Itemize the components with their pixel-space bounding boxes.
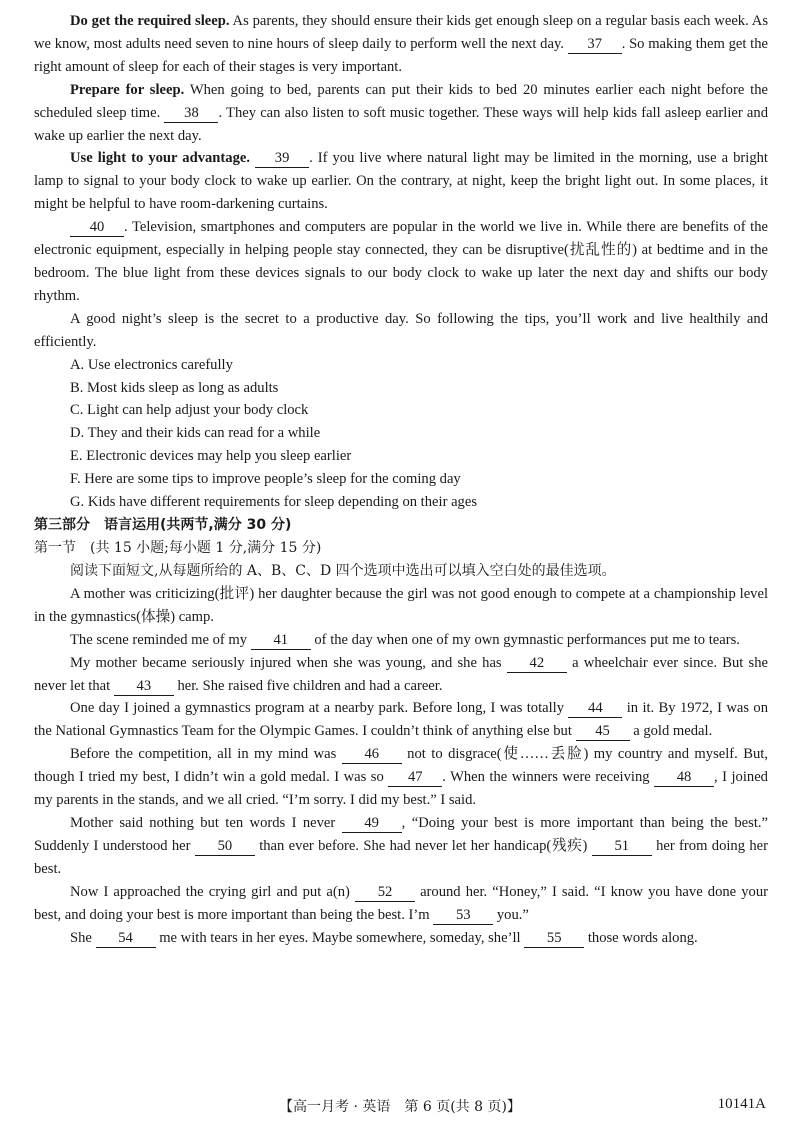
blank-49: 49 xyxy=(342,815,402,833)
blank-39: 39 xyxy=(255,150,309,168)
exam-page xyxy=(34,10,768,949)
blank-37: 37 xyxy=(568,36,622,54)
section-title: 第三部分 语言运用(共两节,满分 30 分) xyxy=(34,516,292,533)
blank-52: 52 xyxy=(355,884,415,902)
option-a: A. Use electronics carefully xyxy=(70,356,233,373)
section-subtitle: 第一节 (共 15 小题;每小题 1 分,满分 15 分) xyxy=(34,539,322,556)
option-g: G. Kids have different requirements for sleep depending on their ages xyxy=(70,494,478,511)
blank-45: 45 xyxy=(576,723,630,741)
passage-paragraph: Prepare for sleep. When going to bed, parents can put their kids to bed 20 minutes earlier each night before the scheduled sleep time. 38 . They can also listen to soft music together. These ways will help kids fall asleep earlier and wake up earlier the next day. xyxy=(34,81,768,144)
blank-46: 46 xyxy=(342,746,402,764)
cloze-paragraph: My mother became seriously injured when she was young, and she has 42 a wheelchair ever since. But she never let that 43 her. She raised five children and had a career. xyxy=(34,654,768,694)
option-b: B. Most kids sleep as long as adults xyxy=(70,379,279,396)
paragraph-heading: Do get the required sleep. xyxy=(70,13,230,29)
blank-40: 40 xyxy=(70,219,124,237)
section-instruction: 阅读下面短文,从每题所给的 A、B、C、D 四个选项中选出可以填入空白处的最佳选项。 xyxy=(70,562,616,579)
blank-41: 41 xyxy=(251,632,311,650)
option-f: F. Here are some tips to improve people’s sleep for the coming day xyxy=(70,471,461,488)
cloze-paragraph: Mother said nothing but ten words I never 49 , “Doing your best is more important than being the best.” Suddenly I understood her 50 than ever before. She had never let her handicap(残疾) 51 her from doing her best. xyxy=(34,815,768,877)
option-e: E. Electronic devices may help you sleep earlier xyxy=(70,448,352,465)
cloze-paragraph: Now I approached the crying girl and put a(n) 52 around her. “Honey,” I said. “I know you have done your best, and doing your best is more important than being the best. I’m 53 you.” xyxy=(34,883,768,923)
passage-paragraph: A good night’s sleep is the secret to a productive day. So following the tips, you’ll work and live healthily and efficiently. xyxy=(34,310,768,350)
blank-47: 47 xyxy=(388,769,442,787)
blank-54: 54 xyxy=(96,930,156,948)
blank-50: 50 xyxy=(195,838,255,856)
paragraph-heading: Use light to your advantage. xyxy=(70,150,251,167)
option-d: D. They and their kids can read for a while xyxy=(70,425,321,442)
passage-paragraph: Do get the required sleep. As parents, they should ensure their kids get enough sleep on a regular basis each week. As we know, most adults need seven to nine hours of sleep daily to perform well the next day. 37 . So making them get the right amount of sleep for each of their stages is very important. xyxy=(34,13,768,75)
blank-48: 48 xyxy=(654,769,714,787)
blank-44: 44 xyxy=(568,700,622,718)
footer-code: 10141A xyxy=(717,1096,766,1112)
blank-51: 51 xyxy=(592,838,652,856)
page-footer xyxy=(0,1096,800,1120)
cloze-paragraph: One day I joined a gymnastics program at a nearby park. Before long, I was totally 44 in it. By 1972, I was on the National Gymnastics Team for the Olympic Games. I couldn’t think of anything else but 45 a gold medal. xyxy=(34,700,768,740)
option-c: C. Light can help adjust your body clock xyxy=(70,402,309,419)
passage-paragraph: 40 . Television, smartphones and computers are popular in the world we live in. While there are benefits of the electronic equipment, especially in helping people stay connected, they can be disruptive(扰乱性的) at bedtime and in the bedroom. The blue light from these devices signals to our body clock to wake up later the next day and shifts our body rhythm. xyxy=(34,219,768,304)
cloze-paragraph: The scene reminded me of my 41 of the day when one of my own gymnastic performances put me to tears. xyxy=(70,631,740,648)
blank-42: 42 xyxy=(507,655,567,673)
cloze-paragraph: She 54 me with tears in her eyes. Maybe somewhere, someday, she’ll 55 those words along. xyxy=(70,929,698,946)
footer-page-info: 【高一月考 · 英语 第 6 页(共 8 页)】 xyxy=(279,1099,521,1115)
blank-38: 38 xyxy=(164,105,218,123)
cloze-paragraph: Before the competition, all in my mind was 46 not to disgrace(使……丢脸) my country and myself. But, though I tried my best, I didn’t win a gold medal. I was so 47 . When the winners were receiving 48 , I joined my parents in the stands, and we all cried. “I’m sorry. I did my best.” I said. xyxy=(34,746,768,809)
blank-43: 43 xyxy=(114,678,174,696)
cloze-paragraph: A mother was criticizing(批评) her daughter because the girl was not good enough to compete at a championship level in the gymnastics(体操) camp. xyxy=(34,585,768,625)
blank-55: 55 xyxy=(524,930,584,948)
blank-53: 53 xyxy=(433,907,493,925)
passage-paragraph: Use light to your advantage. 39 . If you live where natural light may be limited in the morning, use a bright lamp to signal to your body clock to wake up earlier. On the contrary, at night, keep the bright light out. In some places, it might be helpful to have room-darkening curtains. xyxy=(34,150,768,213)
paragraph-heading: Prepare for sleep. xyxy=(70,81,185,98)
